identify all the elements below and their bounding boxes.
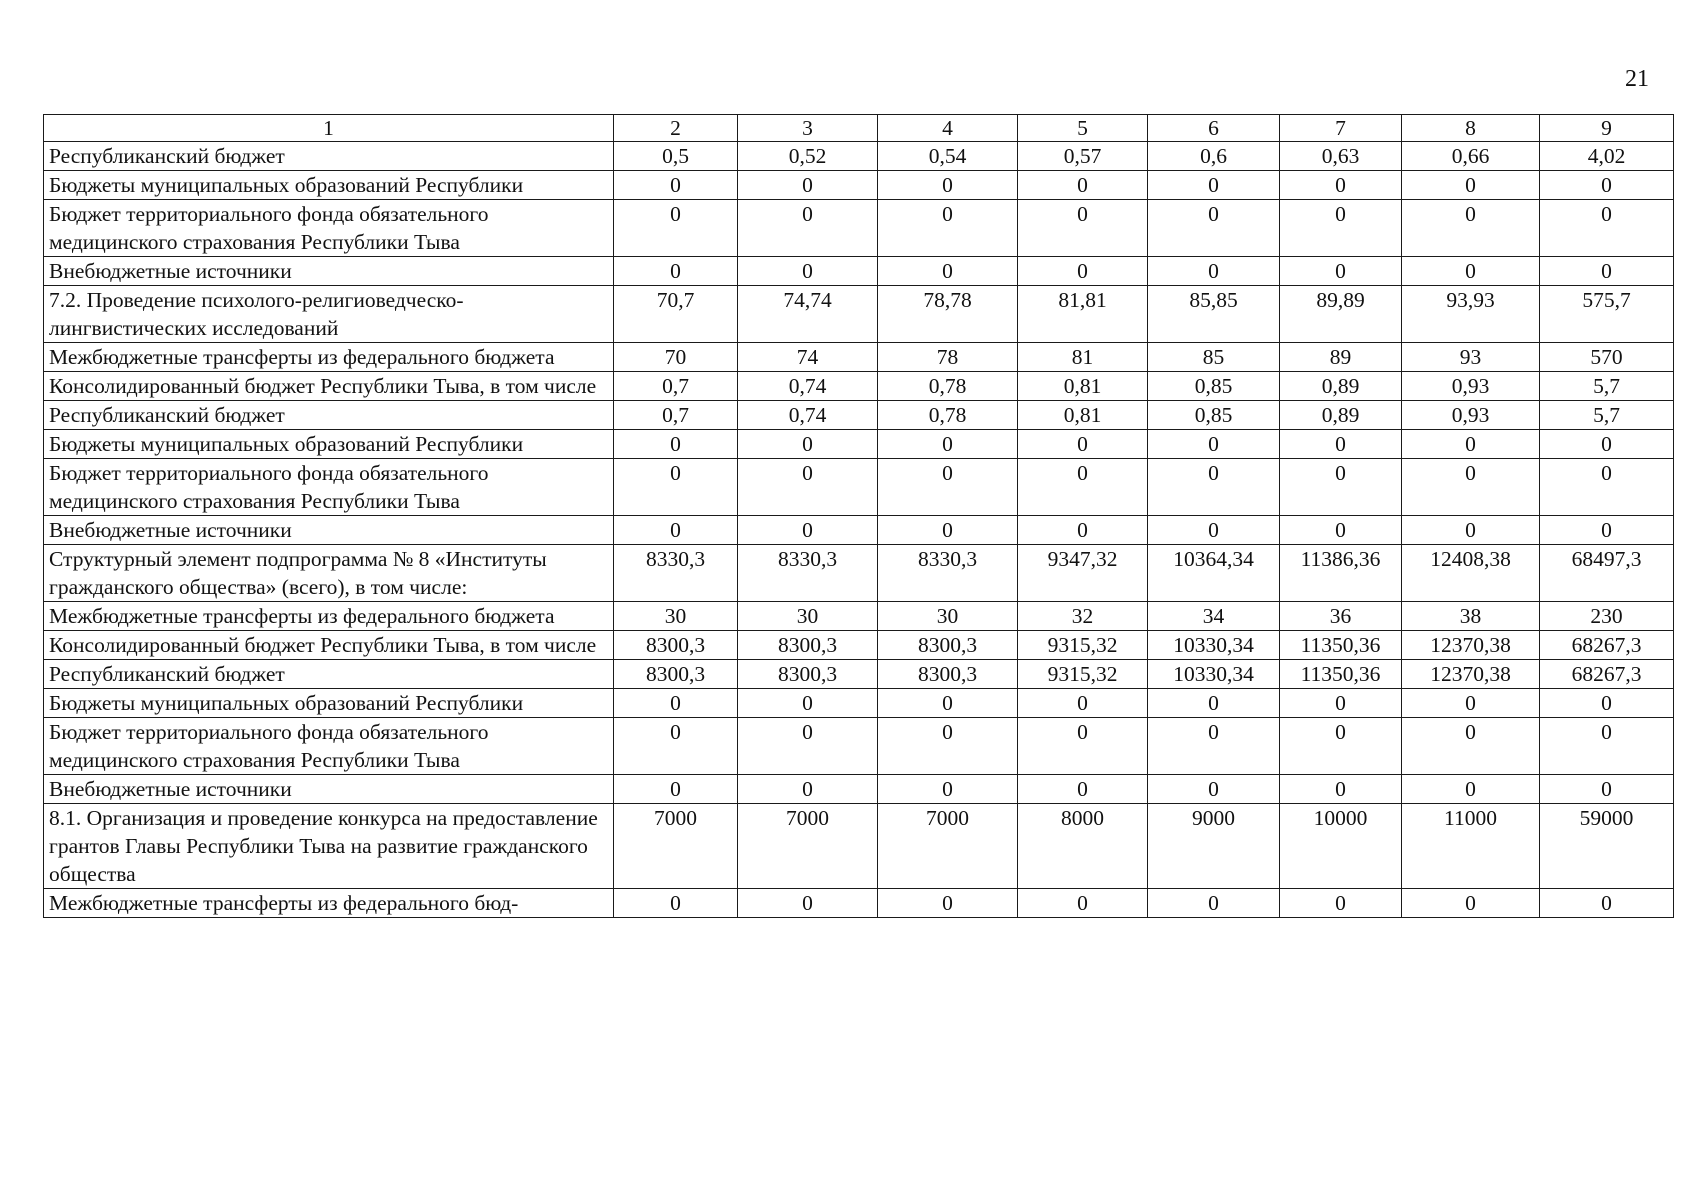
row-value: 0 (738, 689, 878, 718)
row-value: 0 (878, 889, 1018, 918)
row-value: 11000 (1402, 804, 1540, 889)
row-value: 0 (1148, 430, 1280, 459)
row-value: 93 (1402, 343, 1540, 372)
table-row (44, 459, 1674, 516)
row-value: 11350,36 (1280, 660, 1402, 689)
row-value: 81,81 (1018, 286, 1148, 343)
column-header: 6 (1148, 115, 1280, 142)
table-row (44, 343, 1674, 372)
row-label: Бюджеты муниципальных образований Республики (44, 430, 614, 459)
row-value: 36 (1280, 602, 1402, 631)
row-value: 0 (738, 459, 878, 516)
row-value: 0 (738, 171, 878, 200)
row-value: 0 (1018, 200, 1148, 257)
row-label: Внебюджетные источники (44, 775, 614, 804)
table-row (44, 775, 1674, 804)
row-value: 7000 (738, 804, 878, 889)
table-header-row (44, 115, 1674, 142)
row-value: 0 (1402, 459, 1540, 516)
row-value: 0 (1540, 200, 1674, 257)
column-header: 1 (44, 115, 614, 142)
row-label: Республиканский бюджет (44, 142, 614, 171)
row-value: 8300,3 (878, 660, 1018, 689)
row-value: 74 (738, 343, 878, 372)
row-value: 0 (878, 459, 1018, 516)
row-value: 0 (1018, 516, 1148, 545)
row-value: 74,74 (738, 286, 878, 343)
table-row (44, 545, 1674, 602)
row-value: 0 (1402, 200, 1540, 257)
row-value: 0 (1148, 718, 1280, 775)
row-value: 89,89 (1280, 286, 1402, 343)
row-value: 8000 (1018, 804, 1148, 889)
row-value: 0 (1018, 689, 1148, 718)
row-value: 0 (1540, 889, 1674, 918)
row-label: Внебюджетные источники (44, 516, 614, 545)
row-value: 230 (1540, 602, 1674, 631)
table-row (44, 602, 1674, 631)
row-value: 0,66 (1402, 142, 1540, 171)
row-value: 0 (1148, 171, 1280, 200)
row-value: 7000 (614, 804, 738, 889)
table-row (44, 372, 1674, 401)
row-value: 0,63 (1280, 142, 1402, 171)
row-value: 0 (1280, 775, 1402, 804)
row-value: 89 (1280, 343, 1402, 372)
row-value: 0,74 (738, 401, 878, 430)
row-value: 0,93 (1402, 372, 1540, 401)
table-row (44, 171, 1674, 200)
row-value: 0 (1280, 516, 1402, 545)
row-value: 0 (1540, 257, 1674, 286)
row-value: 0 (1018, 459, 1148, 516)
row-value: 0,7 (614, 372, 738, 401)
row-value: 0 (1402, 775, 1540, 804)
column-header: 7 (1280, 115, 1402, 142)
table-row (44, 200, 1674, 257)
row-value: 0,89 (1280, 401, 1402, 430)
row-value: 0 (878, 171, 1018, 200)
row-value: 38 (1402, 602, 1540, 631)
row-value: 0 (738, 718, 878, 775)
table-row (44, 804, 1674, 889)
table-row (44, 286, 1674, 343)
row-value: 0 (614, 430, 738, 459)
row-value: 0 (614, 516, 738, 545)
row-value: 0 (878, 200, 1018, 257)
row-value: 81 (1018, 343, 1148, 372)
row-value: 85 (1148, 343, 1280, 372)
row-value: 0 (1402, 171, 1540, 200)
row-value: 575,7 (1540, 286, 1674, 343)
row-label: Межбюджетные трансферты из федерального бюджета (44, 602, 614, 631)
row-value: 0 (1540, 775, 1674, 804)
column-header: 3 (738, 115, 878, 142)
table-row (44, 631, 1674, 660)
row-value: 85,85 (1148, 286, 1280, 343)
row-value: 0 (1280, 889, 1402, 918)
row-value: 5,7 (1540, 372, 1674, 401)
row-label: Республиканский бюджет (44, 660, 614, 689)
row-value: 10364,34 (1148, 545, 1280, 602)
row-value: 0,6 (1148, 142, 1280, 171)
row-value: 0 (1540, 171, 1674, 200)
row-value: 0 (1280, 200, 1402, 257)
row-value: 0 (1148, 516, 1280, 545)
row-value: 0 (614, 689, 738, 718)
row-value: 0 (738, 889, 878, 918)
row-value: 0 (1402, 689, 1540, 718)
table-row (44, 142, 1674, 171)
table-row (44, 430, 1674, 459)
table-row (44, 718, 1674, 775)
row-value: 0 (1148, 689, 1280, 718)
column-header: 4 (878, 115, 1018, 142)
row-value: 570 (1540, 343, 1674, 372)
row-value: 93,93 (1402, 286, 1540, 343)
row-value: 30 (614, 602, 738, 631)
row-value: 10330,34 (1148, 660, 1280, 689)
row-value: 0 (614, 718, 738, 775)
row-value: 0 (1402, 257, 1540, 286)
row-value: 5,7 (1540, 401, 1674, 430)
row-value: 78,78 (878, 286, 1018, 343)
row-value: 59000 (1540, 804, 1674, 889)
row-label: Консолидированный бюджет Республики Тыва, в том числе (44, 631, 614, 660)
row-value: 0 (1018, 775, 1148, 804)
row-value: 0 (878, 718, 1018, 775)
row-value: 4,02 (1540, 142, 1674, 171)
table-row (44, 516, 1674, 545)
row-value: 78 (878, 343, 1018, 372)
row-value: 0,78 (878, 372, 1018, 401)
row-label: Бюджеты муниципальных образований Республики (44, 689, 614, 718)
row-value: 0 (614, 459, 738, 516)
row-label: 7.2. Проведение психолого-религиоведческо-лингвистических исследований (44, 286, 614, 343)
row-value: 9000 (1148, 804, 1280, 889)
row-value: 0 (1018, 889, 1148, 918)
page-number: 21 (1625, 66, 1649, 92)
row-value: 68497,3 (1540, 545, 1674, 602)
row-value: 0 (738, 516, 878, 545)
row-value: 0 (1540, 459, 1674, 516)
row-value: 8300,3 (614, 631, 738, 660)
row-value: 0 (614, 775, 738, 804)
row-value: 0 (1540, 430, 1674, 459)
row-value: 0 (878, 430, 1018, 459)
row-value: 0 (1018, 430, 1148, 459)
row-value: 0 (614, 200, 738, 257)
row-value: 0,81 (1018, 401, 1148, 430)
row-value: 0 (1018, 171, 1148, 200)
row-value: 8330,3 (738, 545, 878, 602)
row-value: 12370,38 (1402, 631, 1540, 660)
row-value: 0 (1018, 257, 1148, 286)
row-label: Внебюджетные источники (44, 257, 614, 286)
table-row (44, 401, 1674, 430)
row-value: 0 (738, 200, 878, 257)
row-value: 0 (614, 171, 738, 200)
row-label: Консолидированный бюджет Республики Тыва, в том числе (44, 372, 614, 401)
row-value: 0 (1540, 689, 1674, 718)
row-value: 0 (1148, 200, 1280, 257)
row-value: 8300,3 (738, 631, 878, 660)
row-value: 9315,32 (1018, 660, 1148, 689)
row-value: 0 (1540, 718, 1674, 775)
row-value: 0 (1402, 516, 1540, 545)
row-label: 8.1. Организация и проведение конкурса на предоставление грантов Главы Республики Тыва на развитие гражданского общества (44, 804, 614, 889)
row-value: 11386,36 (1280, 545, 1402, 602)
row-value: 8330,3 (878, 545, 1018, 602)
row-value: 0 (738, 257, 878, 286)
table-row (44, 889, 1674, 918)
row-value: 9347,32 (1018, 545, 1148, 602)
table-row (44, 660, 1674, 689)
row-value: 0,85 (1148, 401, 1280, 430)
row-value: 8300,3 (878, 631, 1018, 660)
row-value: 0,57 (1018, 142, 1148, 171)
row-value: 0,54 (878, 142, 1018, 171)
row-label: Бюджеты муниципальных образований Республики (44, 171, 614, 200)
row-value: 30 (738, 602, 878, 631)
row-label: Структурный элемент подпрограмма № 8 «Институты гражданского общества» (всего), в том числе: (44, 545, 614, 602)
row-value: 0,7 (614, 401, 738, 430)
row-label: Республиканский бюджет (44, 401, 614, 430)
row-value: 68267,3 (1540, 660, 1674, 689)
column-header: 9 (1540, 115, 1674, 142)
row-value: 0 (1280, 430, 1402, 459)
column-header: 5 (1018, 115, 1148, 142)
row-value: 0,52 (738, 142, 878, 171)
row-value: 0 (1402, 889, 1540, 918)
row-value: 0,93 (1402, 401, 1540, 430)
row-value: 0 (1018, 718, 1148, 775)
row-value: 0 (878, 516, 1018, 545)
row-value: 0,5 (614, 142, 738, 171)
row-value: 32 (1018, 602, 1148, 631)
row-value: 0 (614, 889, 738, 918)
row-label: Бюджет территориального фонда обязательного медицинского страхования Республики Тыва (44, 718, 614, 775)
row-value: 8300,3 (738, 660, 878, 689)
row-value: 0 (1148, 257, 1280, 286)
row-value: 11350,36 (1280, 631, 1402, 660)
row-value: 12408,38 (1402, 545, 1540, 602)
row-value: 7000 (878, 804, 1018, 889)
row-value: 8300,3 (614, 660, 738, 689)
row-value: 0 (1280, 171, 1402, 200)
row-value: 0 (1402, 718, 1540, 775)
budget-table (43, 114, 1674, 918)
row-value: 0 (1402, 430, 1540, 459)
row-label: Межбюджетные трансферты из федерального бюд- (44, 889, 614, 918)
row-value: 0 (1540, 516, 1674, 545)
table-row (44, 257, 1674, 286)
row-value: 0 (738, 430, 878, 459)
row-value: 9315,32 (1018, 631, 1148, 660)
row-value: 68267,3 (1540, 631, 1674, 660)
row-value: 0 (878, 689, 1018, 718)
row-value: 0,81 (1018, 372, 1148, 401)
row-value: 0,74 (738, 372, 878, 401)
row-value: 10330,34 (1148, 631, 1280, 660)
row-value: 0 (1280, 459, 1402, 516)
row-value: 0 (1280, 718, 1402, 775)
row-value: 70,7 (614, 286, 738, 343)
row-value: 0,78 (878, 401, 1018, 430)
row-value: 0 (1280, 257, 1402, 286)
row-value: 10000 (1280, 804, 1402, 889)
column-header: 8 (1402, 115, 1540, 142)
row-value: 0,85 (1148, 372, 1280, 401)
row-value: 0 (614, 257, 738, 286)
table-row (44, 689, 1674, 718)
row-value: 70 (614, 343, 738, 372)
row-label: Межбюджетные трансферты из федерального бюджета (44, 343, 614, 372)
column-header: 2 (614, 115, 738, 142)
row-value: 12370,38 (1402, 660, 1540, 689)
row-value: 0 (1148, 459, 1280, 516)
row-value: 0 (1148, 775, 1280, 804)
row-value: 34 (1148, 602, 1280, 631)
row-label: Бюджет территориального фонда обязательного медицинского страхования Республики Тыва (44, 200, 614, 257)
row-value: 8330,3 (614, 545, 738, 602)
row-value: 0 (738, 775, 878, 804)
row-label: Бюджет территориального фонда обязательного медицинского страхования Республики Тыва (44, 459, 614, 516)
row-value: 0 (878, 257, 1018, 286)
row-value: 30 (878, 602, 1018, 631)
row-value: 0 (878, 775, 1018, 804)
row-value: 0,89 (1280, 372, 1402, 401)
row-value: 0 (1148, 889, 1280, 918)
row-value: 0 (1280, 689, 1402, 718)
